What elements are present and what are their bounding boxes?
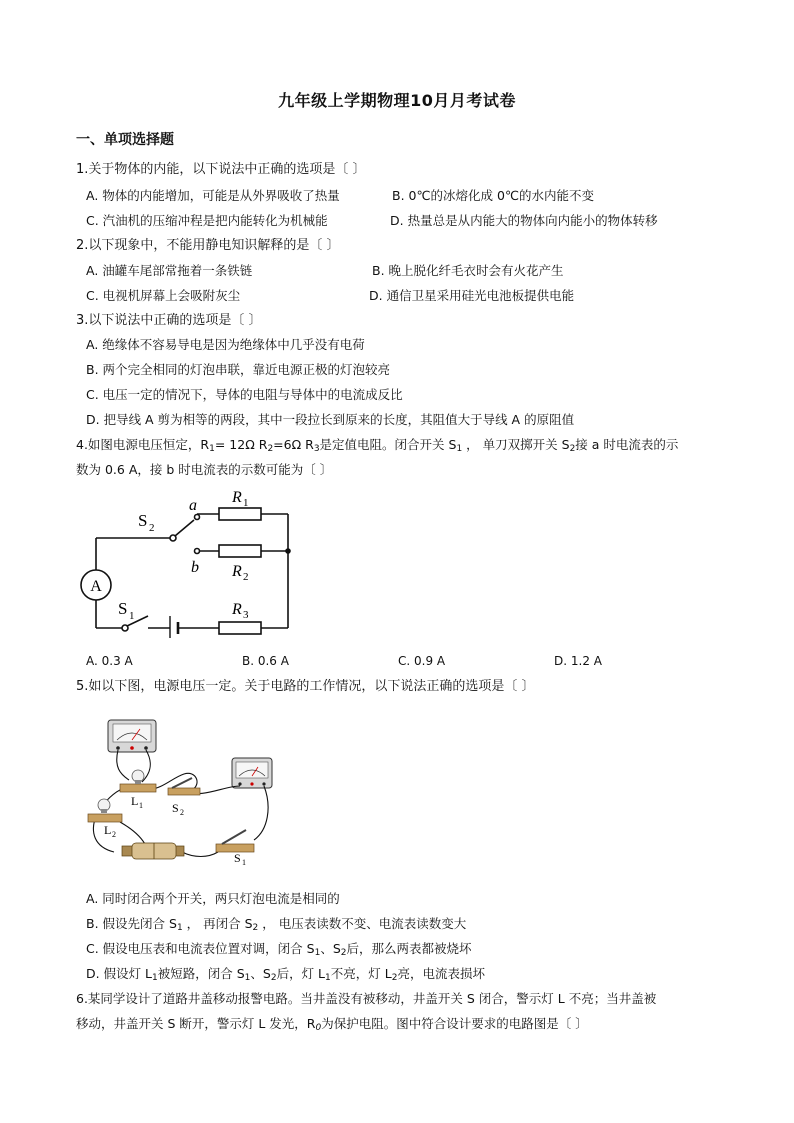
- q4-stem-line2: 数为 0.6 A，接 b 时电流表的示数可能为〔 〕: [76, 462, 333, 477]
- ammeter-label: A: [90, 578, 102, 595]
- svg-text:1: 1: [139, 801, 143, 810]
- q4-option-d[interactable]: D. 1.2 A: [554, 654, 602, 668]
- q4-circuit-diagram: [76, 488, 306, 638]
- q6-stem-line1: 6.某同学设计了道路井盖移动报警电路。当井盖没有被移动，井盖开关 S 闭合，警示灯 L 不亮；当井盖被: [76, 991, 657, 1006]
- svg-text:L: L: [104, 823, 112, 837]
- svg-text:1: 1: [243, 497, 249, 509]
- q5-circuit-photo: [84, 712, 284, 872]
- q5-stem: 5.如以下图，电源电压一定。关于电路的工作情况，以下说法正确的选项是〔 〕: [76, 679, 535, 694]
- svg-text:S: S: [234, 851, 241, 865]
- svg-text:L: L: [131, 794, 139, 808]
- svg-text:R: R: [232, 489, 242, 506]
- ammeter-icon: [232, 758, 272, 788]
- q3-option-d[interactable]: D. 把导线 A 剪为相等的两段，其中一段拉长到原来的长度，其阻值大于导线 A 的原阻值: [86, 412, 575, 427]
- q4-option-c[interactable]: C. 0.9 A: [398, 654, 446, 668]
- q4-stem-line1: 4.如图电源电压恒定，$R_1= 12\Omega$ $R_2=6\Omega$ $R_3$是定值电阻。闭合开关 $S_1$ ， 单刀双掷开关 $S_2$接 a 时电流表的示: [76, 437, 679, 454]
- battery-icon: [122, 843, 184, 859]
- svg-text:S: S: [172, 801, 179, 815]
- svg-text:R: R: [232, 563, 242, 580]
- section-heading: 一、单项选择题: [76, 132, 174, 148]
- q1-stem: 1.关于物体的内能，以下说法中正确的选项是〔 〕: [76, 162, 366, 177]
- q4-option-a[interactable]: A. 0.3 A: [86, 654, 133, 668]
- q5-option-a[interactable]: A. 同时闭合两个开关，两只灯泡电流是相同的: [86, 891, 340, 906]
- svg-text:2: 2: [180, 808, 184, 817]
- q5-option-d[interactable]: D. 假设灯 $L_1$被短路，闭合 $S_1$、$S_2$后，灯 $L_1$不亮，灯 $L_2$亮，电流表损坏: [86, 966, 485, 983]
- svg-text:3: 3: [243, 609, 249, 621]
- svg-text:2: 2: [112, 830, 116, 839]
- q3-option-b[interactable]: B. 两个完全相同的灯泡串联，靠近电源正极的灯泡较亮: [86, 362, 391, 377]
- svg-text:R: R: [232, 601, 242, 618]
- q4-option-b[interactable]: B. 0.6 A: [242, 654, 289, 668]
- svg-text:2: 2: [243, 571, 249, 583]
- q3-option-c[interactable]: C. 电压一定的情况下，导体的电阻与导体中的电流成反比: [86, 387, 403, 402]
- svg-text:b: b: [191, 559, 199, 576]
- bulb-l1-icon: [120, 770, 156, 792]
- q5-option-c[interactable]: C. 假设电压表和电流表位置对调，闭合 $S_1$、$S_2$后，那么两表都被烧坏: [86, 941, 472, 958]
- page-title: 九年级上学期物理10月月考试卷: [278, 91, 516, 110]
- svg-text:1: 1: [129, 610, 135, 622]
- svg-text:S: S: [118, 599, 128, 618]
- q2-stem: 2.以下现象中，不能用静电知识解释的是〔 〕: [76, 238, 340, 253]
- q2-option-a[interactable]: A. 油罐车尾部常拖着一条铁链: [86, 263, 253, 278]
- q1-option-a[interactable]: A. 物体的内能增加，可能是从外界吸收了热量: [86, 188, 340, 203]
- q3-stem: 3.以下说法中正确的选项是〔 〕: [76, 313, 262, 328]
- q2-option-c[interactable]: C. 电视机屏幕上会吸附灰尘: [86, 288, 241, 303]
- q1-option-d[interactable]: D. 热量总是从内能大的物体向内能小的物体转移: [390, 213, 658, 228]
- svg-text:1: 1: [242, 858, 246, 867]
- q1-option-c[interactable]: C. 汽油机的压缩冲程是把内能转化为机械能: [86, 213, 328, 228]
- q6-stem-line2: 移动，井盖开关 S 断开，警示灯 L 发光，$R_0$为保护电阻。图中符合设计要求的电路图是〔 〕: [76, 1016, 588, 1033]
- q1-option-b[interactable]: B. 0℃的冰熔化成 0℃的水内能不变: [392, 188, 594, 203]
- switch-s1-icon: [216, 830, 254, 852]
- q2-option-b[interactable]: B. 晚上脱化纤毛衣时会有火花产生: [372, 263, 564, 278]
- bulb-l2-icon: [88, 799, 122, 822]
- svg-text:a: a: [189, 497, 197, 514]
- svg-text:2: 2: [149, 522, 155, 534]
- q5-option-b[interactable]: B. 假设先闭合 $S_1$ ， 再闭合 $S_2$ ， 电压表读数不变、电流表读数变大: [86, 916, 467, 933]
- voltmeter-icon: [108, 720, 156, 752]
- svg-text:S: S: [138, 511, 148, 530]
- q2-option-d[interactable]: D. 通信卫星采用硅光电池板提供电能: [369, 288, 575, 303]
- q3-option-a[interactable]: A. 绝缘体不容易导电是因为绝缘体中几乎没有电荷: [86, 337, 365, 352]
